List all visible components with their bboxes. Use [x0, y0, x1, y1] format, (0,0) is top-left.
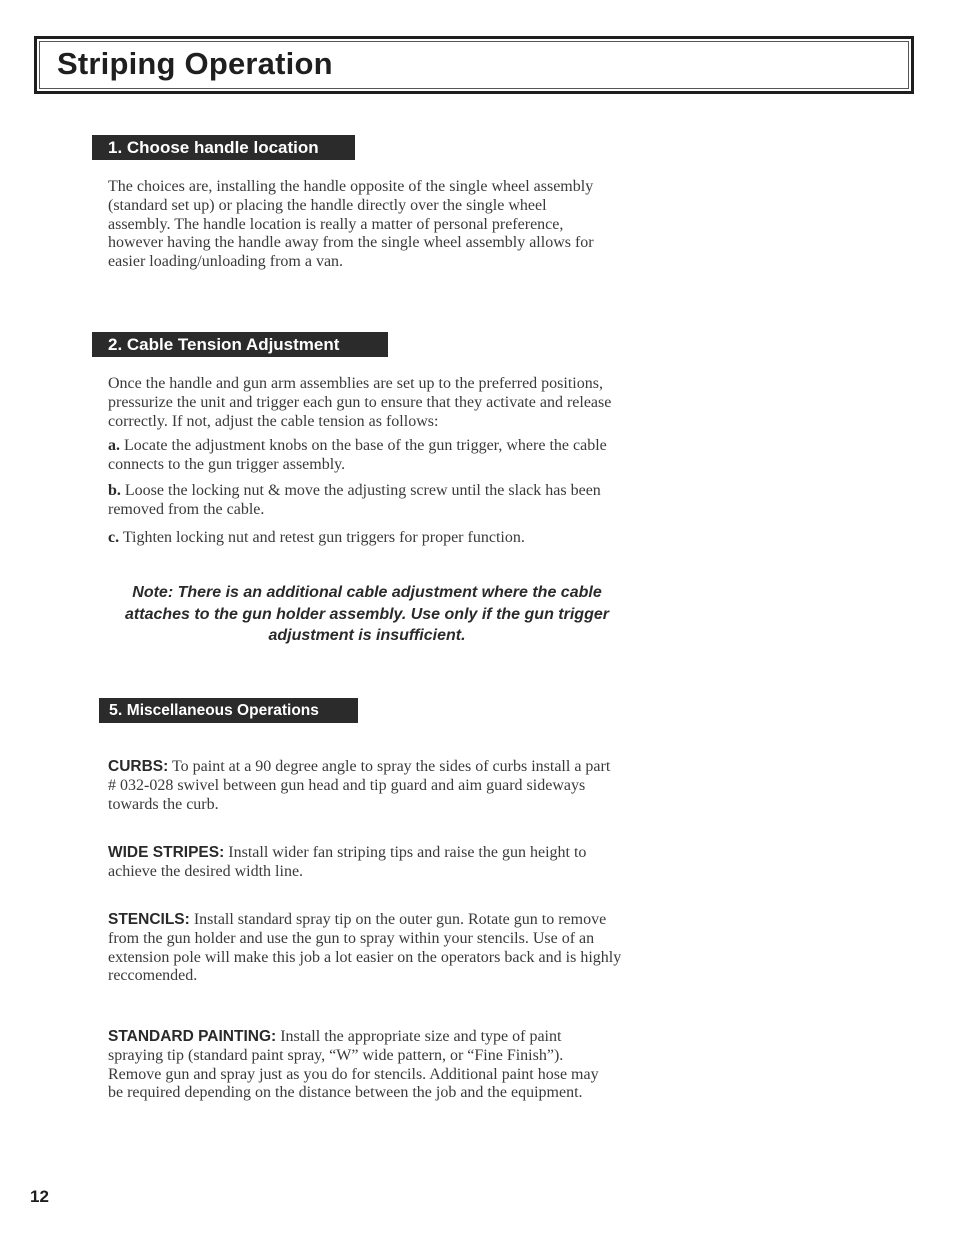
step-c: [108, 529, 618, 548]
standard-painting-item: [108, 1028, 613, 1103]
step-b: [108, 482, 618, 520]
page-title-box: [34, 36, 914, 94]
stencils-item: [108, 911, 622, 986]
stencils-text: Install standard spray tip on the outer gun. Rotate gun to remove from the gun holder and use the gun to spray within your stencils. Use of an extension pole will make this job a lot easier on the operators back and is highly reccomended.: [108, 911, 622, 985]
step-b-label: b.: [108, 482, 121, 499]
standard-painting-text: Install the appropriate size and type of paint spraying tip (standard paint spray, “W” wide pattern, or “Fine Finish”). Remove gun and spray just as you do for stencils. Additional paint hose may be required depending on the distance between the job and the equipment.: [108, 1028, 599, 1102]
section-1-heading: 1. Choose handle location: [92, 135, 355, 160]
wide-stripes-text: Install wider fan striping tips and raise the gun height to achieve the desired width line.: [108, 844, 587, 880]
wide-stripes-lead: WIDE STRIPES:: [108, 844, 225, 861]
wide-stripes-item: [108, 844, 620, 882]
standard-painting-lead: STANDARD PAINTING:: [108, 1028, 277, 1045]
section-5-heading: [99, 698, 358, 723]
curbs-item: [108, 758, 620, 814]
curbs-lead: CURBS:: [108, 758, 169, 775]
section-5-title: Miscellaneous Operations: [126, 702, 319, 719]
section-1-text: The choices are, installing the handle opposite of the single wheel assembly (standard set up) or placing the handle directly over the single wheel assembly. The handle location is really a matter of personal preference, however having the handle away from the single wheel assembly allows for easier loading/unloading from a van.: [108, 178, 594, 271]
page-title: Striping Operation: [57, 46, 333, 81]
step-a-label: a.: [108, 437, 120, 454]
step-c-label: c.: [108, 529, 120, 546]
page-number: 12: [30, 1187, 49, 1206]
section-2-heading: 2. Cable Tension Adjustment: [92, 332, 388, 357]
section-2-intro: Once the handle and gun arm assemblies are set up to the preferred positions, pressurize the unit and trigger each gun to ensure that they activate and release correctly. If not, adjust the cable tension as follows:: [108, 375, 612, 430]
stencils-lead: STENCILS:: [108, 911, 190, 928]
section-5-number: 5.: [109, 702, 123, 719]
cable-adjustment-note: Note: There is an additional cable adjustment where the cable attaches to the gun holder assembly. Use only if the gun trigger adjustment is insufficient.: [125, 584, 609, 644]
step-a: [108, 437, 618, 475]
step-a-text: Locate the adjustment knobs on the base of the gun trigger, where the cable connects to the gun trigger assembly.: [108, 437, 607, 473]
curbs-text: To paint at a 90 degree angle to spray the sides of curbs install a part # 032-028 swivel between gun head and tip guard and aim guard sideways towards the curb.: [108, 758, 611, 813]
step-b-text: Loose the locking nut & move the adjusting screw until the slack has been removed from the cable.: [108, 482, 601, 518]
step-c-text: Tighten locking nut and retest gun triggers for proper function.: [122, 529, 525, 546]
